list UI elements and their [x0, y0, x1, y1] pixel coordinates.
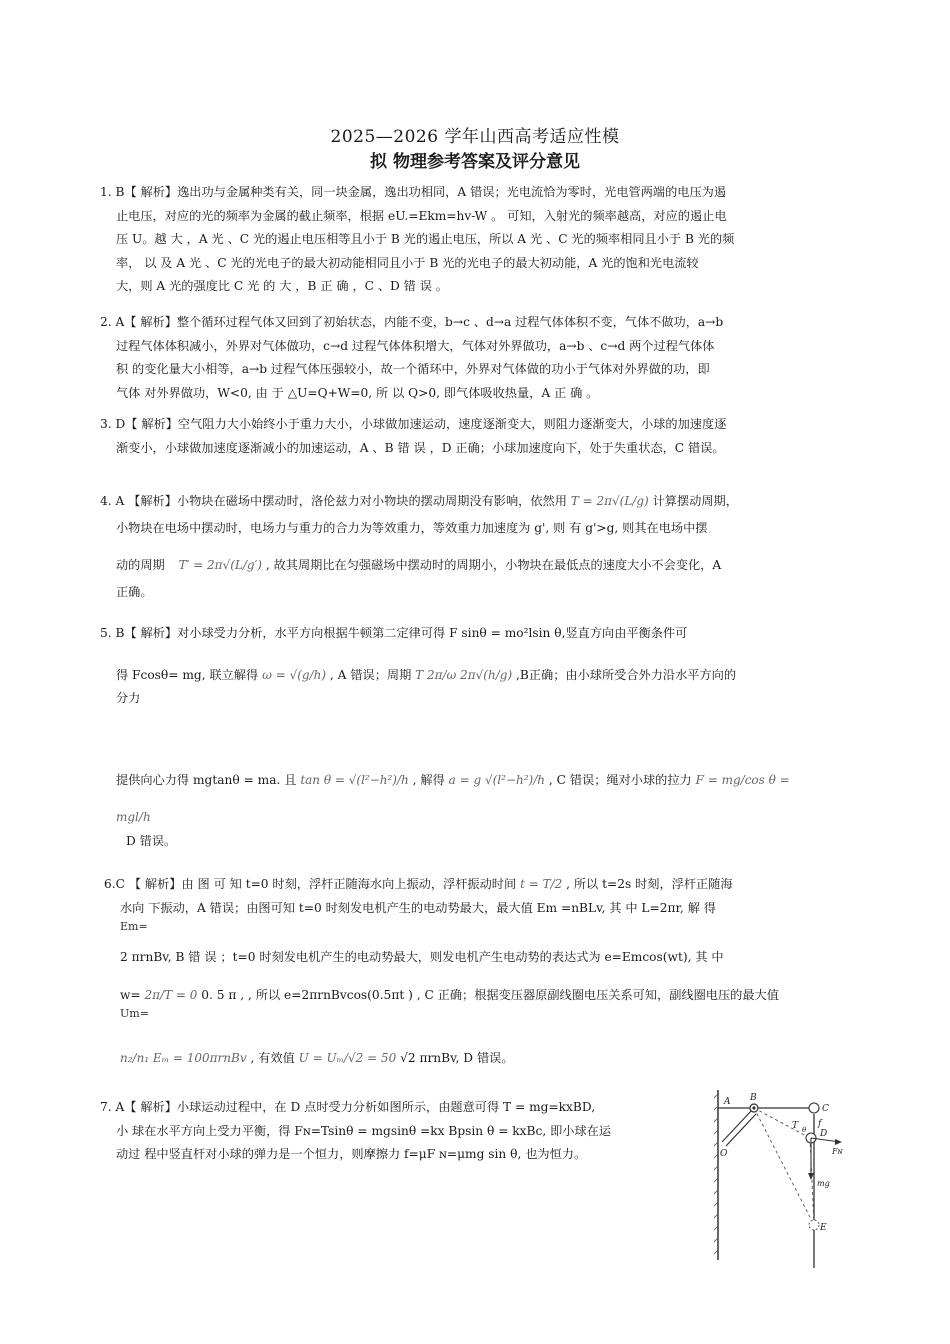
- label-B: B: [750, 1093, 757, 1103]
- answer-4-text: 4. A 【解析】小物块在磁场中摆动时，洛伦兹力对小物块的摆动周期没有影响，依然用: [100, 494, 567, 508]
- omega-formula: 2π/T = 0: [144, 987, 198, 1002]
- page-title-line1: 2025—2026 学年山西高考适应性模: [330, 127, 620, 147]
- label-T: T: [792, 1121, 799, 1131]
- page-title-line2: 拟 物理参考答案及评分意见: [370, 152, 580, 172]
- period-formula-prime: T′ = 2π√(L/g′): [178, 558, 262, 572]
- answer-1-line: 止电压，对应的光的频率为金属的截止频率，根据 eU.=Ekm=hv-W 。 可知，入射光的频率越高，对应的遏止电: [116, 208, 727, 223]
- voltage-rms-formula: U = Uₘ/√2 = 50: [298, 1051, 397, 1065]
- answer-6-text: 6.C 【 解析】由 图 可 知 t=0 时刻，浮杆正随海水向上振动，浮杆振动时间: [104, 877, 517, 891]
- answer-3-line: 渐变小，小球做加速度逐渐减小的加速运动，A 、B 错 误 ，D 正确；小球加速度向下，处于失重状态，C 错误。: [116, 440, 725, 455]
- label-C: C: [822, 1104, 829, 1114]
- answer-5-text: , A 错误；周期: [329, 667, 412, 682]
- answer-5-line: [100, 769, 852, 793]
- answer-2-line: 2. A【 解析】整个循环过程气体又回到了初始状态，内能不变，b→c 、d→a 过程气体体积不变，气体不做功，a→b: [100, 315, 724, 329]
- answer-1-line: 率， 以 及 A 光 、C 光的光电子的最大初动能相同且小于 B 光的光电子的最大初动能，A 光的饱和光电流较: [116, 255, 699, 270]
- answer-5-line: [100, 664, 852, 688]
- answer-1-line: 压 U。越 大 ，A 光 、C 光的遏止电压相等且小于 B 光的遏止电压，所以 A 光 、C 光的频率相同且小于 B 光的频: [116, 232, 735, 246]
- answer-7-line: 动过 程中竖直杆对小球的弹力是一个恒力，则摩擦力 f=μF ɴ=μmg sin θ, 也为恒力。: [116, 1147, 587, 1161]
- answer-5-line: 5. B【 解析】对小球受力分析，水平方向根据牛顿第二定律可得 F sinθ = mo²lsin θ,竖直方向由平衡条件可: [100, 626, 688, 640]
- time-formula: t = T/2: [520, 877, 563, 891]
- answer-7: [100, 1096, 695, 1167]
- label-D: D: [820, 1129, 828, 1139]
- label-mg: mg: [817, 1179, 830, 1188]
- answer-5-text: 得 Fcosθ= mg, 联立解得: [116, 667, 259, 682]
- answer-4-line: 正确。: [116, 585, 153, 599]
- answer-7-line: 7. A【 解析】小球运动过程中，在 D 点时受力分析如图所示，由题意可得 T = mg=kxBD,: [100, 1100, 596, 1114]
- answer-2-line: 过程气体体积减小，外界对气体做功，c→d 过程气体体积增大，气体对外界做功，a→b 、c→d 两个过程气体体: [116, 338, 715, 353]
- label-FN: Fɴ: [832, 1147, 843, 1156]
- label-O: O: [720, 1149, 728, 1159]
- answer-6-text: , 所以 t=2s 时刻，浮杆正随海: [566, 877, 733, 891]
- label-A: A: [724, 1097, 731, 1107]
- omega-formula: ω = √(g/h): [262, 667, 327, 682]
- answer-5: [100, 622, 852, 853]
- answer-5-text: , C 错误；绳对小球的拉力: [548, 772, 692, 787]
- tension-formula: F = mg/cos θ =: [695, 772, 790, 787]
- answer-5-text: 提供向心力得 mgtanθ = ma. 且: [116, 772, 297, 787]
- answer-4-text: , 故其周期比在匀强磁场中摆动时的周期小，小物块在最低点的速度大小不会变化，A: [265, 558, 722, 572]
- tension-formula-cont: mgl/h: [116, 810, 151, 824]
- answer-1-line: 1. B【 解析】逸出功与金属种类有关，同一块金属，逸出功相同，A 错误；光电流恰为零时，光电管两端的电压为遏: [100, 185, 727, 199]
- answer-6-line: [104, 873, 856, 897]
- force-diagram: [714, 1090, 854, 1270]
- answer-6-text: 0. 5 π , , 所以 e=2πrnBvcos(0.5πt ) , C 正确；根据变压器原副线圈电压关系可知，副线圈电压的最大值: [201, 987, 779, 1002]
- answer-7-line: 小 球在水平方向上受力平衡，得 Fɴ=Tsinθ = mgsinθ =kx Bpsin θ = kxBc, 即小球在运: [116, 1123, 612, 1138]
- answer-2: [100, 311, 852, 405]
- answer-4-line: [100, 552, 852, 579]
- answer-6-text: w=: [120, 987, 141, 1002]
- answer-4-text: 计算摆动周期，: [652, 494, 738, 508]
- answer-6-line: 水向 下振动，A 错误；由图可知 t=0 时刻发电机产生的电动势最大，最大值 Em =nBLv, 其 中 L=2πr, 解 得: [120, 900, 716, 915]
- answer-3-line: 3. D【 解析】空气阻力大小始终小于重力大小，小球做加速运动，速度逐渐变大，则阻力逐渐变大，小球的加速度逐: [100, 417, 727, 431]
- answer-6-line: [104, 984, 856, 1008]
- answer-6-text: √2 πrnBv, D 错误。: [400, 1051, 514, 1065]
- acceleration-formula: a = g √(l²−h²)/h: [448, 772, 545, 787]
- answer-4-line: 小物块在电场中摆动时，电场力与重力的合力为等效重力，等效重力加速度为 g', 则 有 g'>g, 则其在电场中摆: [116, 521, 708, 535]
- answer-6-text: , 有效值: [250, 1051, 295, 1065]
- answer-3: [100, 413, 852, 460]
- answer-5-line: D 错误。: [126, 833, 177, 848]
- answer-6-line: 2 πrnBv, B 错 误 ；t=0 时刻发电机产生的电动势最大，则发电机产生电动势的表达式为 e=Emcos(wt), 其 中: [120, 950, 724, 964]
- answer-1-line: 大，则 A 光的强度比 C 光 的 大 ，B 正 确 ，C 、D 错 误 。: [116, 279, 448, 293]
- answer-4-text: 动的周期: [116, 558, 165, 572]
- answer-6-line: [104, 1047, 856, 1071]
- period-formula: T = 2π√(L/g): [570, 494, 649, 508]
- answer-5-line: 分力: [116, 691, 141, 705]
- answer-5-text: ,B正确；由小球所受合外力沿水平方向的: [516, 667, 737, 682]
- answer-6-line: Em=: [120, 920, 148, 933]
- answer-1: [100, 181, 852, 299]
- label-theta: θ: [802, 1126, 807, 1134]
- answer-2-line: 气体 对外界做功，W<0, 由 于 △U=Q+W=0, 所 以 Q>0, 即气体吸收热量，A 正 确 。: [116, 385, 599, 400]
- answer-2-line: 积 的变化量大小相等，a→b 过程气体压强较小，故一个循环中，外界对气体做的功小于气体对外界做的功，即: [116, 362, 710, 376]
- answer-5-text: , 解得: [412, 772, 445, 787]
- answer-4: [100, 488, 852, 606]
- answer-5-line: [100, 806, 852, 830]
- answer-6: [104, 873, 856, 1071]
- answer-6-line: Um=: [120, 1007, 149, 1020]
- tan-theta-formula: tan θ = √(l²−h²)/h: [300, 772, 409, 787]
- label-E: E: [820, 1223, 827, 1233]
- answer-4-line: [100, 488, 852, 515]
- period-formula: T 2π/ω 2π√(h/g): [415, 667, 513, 682]
- voltage-max-formula: n₂/n₁ Eₘ = 100πrnBv: [120, 1051, 247, 1065]
- label-f: f: [818, 1119, 822, 1129]
